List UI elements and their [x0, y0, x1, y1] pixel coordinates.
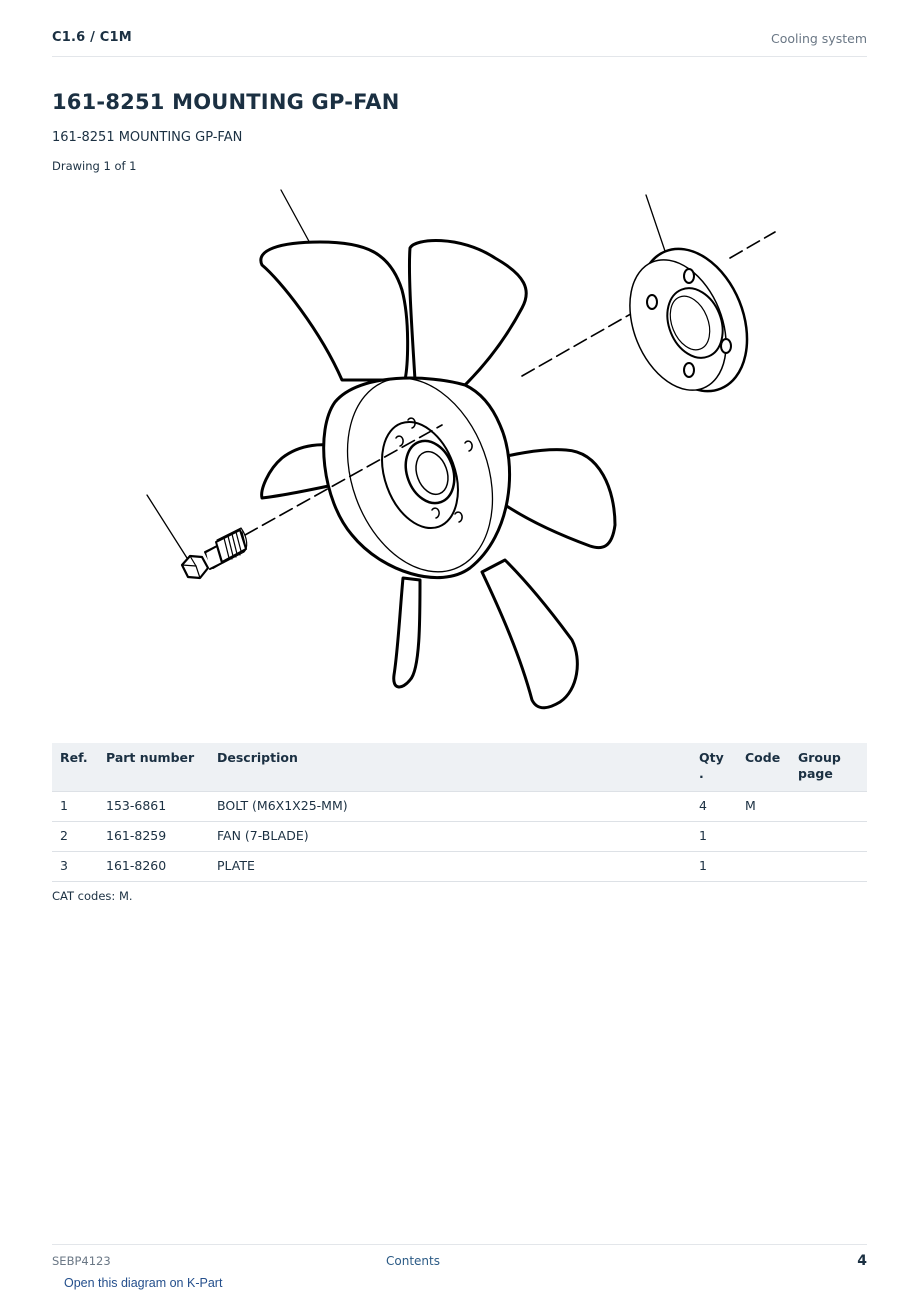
cell-ref: 3 — [52, 852, 98, 882]
col-description: Description — [209, 743, 691, 792]
page-title: 161-8251 MOUNTING GP-FAN — [52, 90, 400, 114]
exploded-parts-diagram — [120, 180, 810, 720]
col-group-page: Group page — [790, 743, 867, 792]
contents-link[interactable]: Contents — [386, 1254, 440, 1268]
cell-ref: 2 — [52, 822, 98, 852]
col-qty: Qty . — [691, 743, 737, 792]
page-header — [52, 28, 867, 57]
drawing-count: Drawing 1 of 1 — [52, 159, 137, 173]
col-code: Code — [737, 743, 790, 792]
col-part-number: Part number — [98, 743, 209, 792]
cell-code — [737, 822, 790, 852]
cell-group-page — [790, 822, 867, 852]
cell-description: BOLT (M6X1X25-MM) — [209, 792, 691, 822]
cat-codes-note: CAT codes: M. — [52, 889, 133, 903]
breadcrumb: C1.6 / C1M — [52, 30, 132, 45]
cell-part-number: 161-8260 — [98, 852, 209, 882]
cell-ref: 1 — [52, 792, 98, 822]
section-name: Cooling system — [771, 31, 867, 46]
cell-qty: 4 — [691, 792, 737, 822]
mounting-plate — [612, 233, 767, 408]
cell-description: PLATE — [209, 852, 691, 882]
page-subtitle: 161-8251 MOUNTING GP-FAN — [52, 130, 243, 145]
cell-part-number: 153-6861 — [98, 792, 209, 822]
kpart-link[interactable]: Open this diagram on K-Part — [64, 1276, 223, 1290]
table-row — [52, 792, 867, 822]
page-number: 4 — [857, 1253, 867, 1269]
table-header-row — [52, 743, 867, 792]
bolt — [182, 528, 247, 578]
cell-qty: 1 — [691, 822, 737, 852]
cell-group-page — [790, 852, 867, 882]
parts-table — [52, 743, 867, 882]
page-footer — [52, 1244, 867, 1275]
table-row — [52, 852, 867, 882]
cell-code: M — [737, 792, 790, 822]
cell-group-page — [790, 792, 867, 822]
cell-qty: 1 — [691, 852, 737, 882]
cell-code — [737, 852, 790, 882]
document-id: SEBP4123 — [52, 1254, 111, 1268]
cell-part-number: 161-8259 — [98, 822, 209, 852]
cell-description: FAN (7-BLADE) — [209, 822, 691, 852]
table-row — [52, 822, 867, 852]
col-ref: Ref. — [52, 743, 98, 792]
